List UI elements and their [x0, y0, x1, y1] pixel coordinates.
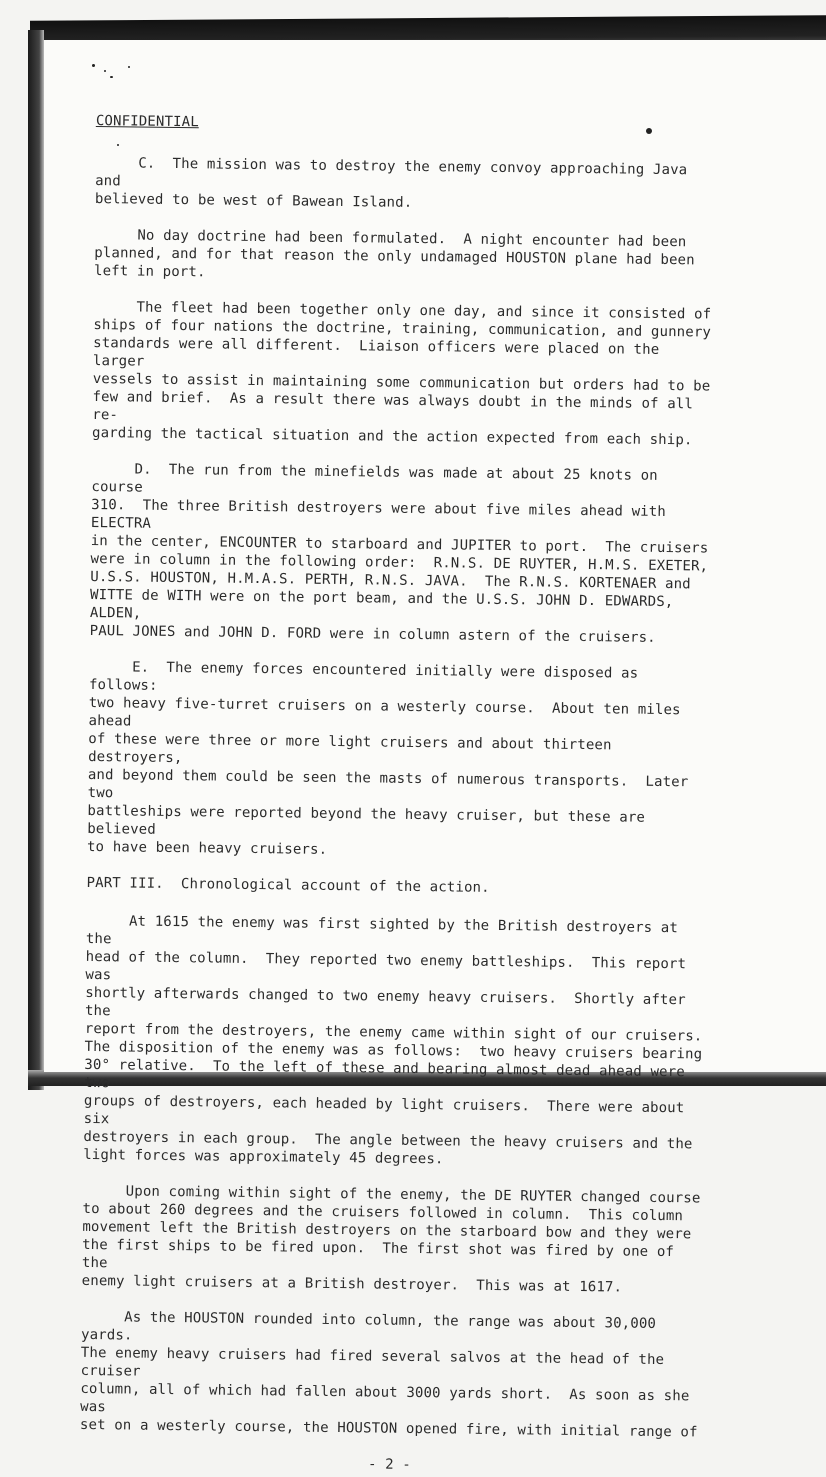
- paragraph-e-enemy-forces: E. The enemy forces encountered initially were disposed as follows: two heavy five-turret cruisers on a westerly course. About ten miles ahead of these were three or more light cruisers and about thirteen destroyers, and beyond them could be seen the masts of numerous transports. Later two battleships were reported beyond the heavy cruiser, but these are believed to have been heavy cruisers.: [86, 658, 698, 858]
- paragraph-day-doctrine: No day doctrine had been formulated. A night encounter had been planned, and for that reason the only undamaged HOUSTON plane had been left in port.: [93, 226, 695, 281]
- part-iii-heading: PART III. Chronological account of the action.: [86, 874, 490, 896]
- scan-border-left: [28, 30, 44, 1090]
- paragraph-fleet-together: The fleet had been together only one day, and since it consisted of ships of four nations the doctrine, training, communication, and gunnery standards were all different. Liaison officers were placed on the larger vessels to assist in maintaining some communication but orders had to be few and brief. As a result there was always doubt in the minds of all re- garding the tactical situation and the action expected from each ship.: [91, 298, 712, 449]
- page-number: - 2 -: [367, 1456, 412, 1473]
- document-text: [79, 112, 716, 1477]
- paragraph-d-run: D. The run from the minefields was made at about 25 knots on course 310. The three British destroyers were about five miles ahead with ELECTRA in the center, ENCOUNTER to starboard and JUPITER to port. The cruisers were in column in the following order: R.N.S. DE RUYTER, H.M.S. EXETER, U.S.S. HOUSTON, H.M.A.S. PERTH, R.N.S. JAVA. The R.N.S. KORTENAER and WITTE de WITH were on the port beam, and the U.S.S. JOHN D. EDWARDS, ALDEN, PAUL JONES and JOHN D. FORD were in column astern of the cruisers.: [89, 460, 709, 646]
- scan-speck: [110, 76, 113, 78]
- paragraph-c-mission: C. The mission was to destroy the enemy convoy approaching Java and believed to be west of Bawean Island.: [94, 154, 696, 211]
- scan-speck: [104, 70, 106, 72]
- confidential-header: CONFIDENTIAL: [95, 112, 199, 131]
- scan-speck: [92, 64, 95, 67]
- paragraph-houston-column: As the HOUSTON rounded into column, the range was about 30,000 yards. The enemy heavy cruisers had fired several salvos at the head of the cruiser column, all of which had fallen about 3000 yards short. As soon as she was set on a westerly course, the HOUSTON opened fire, with initial range of: [79, 1308, 699, 1441]
- paragraph-course-change: Upon coming within sight of the enemy, the DE RUYTER changed course to about 260 degrees and the cruisers followed in column. This column movement left the British destroyers on the starboard bow and they were the first ships to be fired upon. The first shot was fired by one of the enemy light cruisers at a British destroyer. This was at 1617.: [81, 1182, 701, 1296]
- paragraph-1615-sighting: At 1615 the enemy was first sighted by the British destroyers at the head of the column. They reported two enemy battleships. This report was shortly afterwards changed to two enemy heavy cruisers. Shortly after the report from the destroyers, the enemy came within sight of our cruisers. The disposition of the enemy was as follows: two heavy cruisers bearing 30° relative. To the left of these and bearing almost dead ahead were two groups of destroyers, each headed by light cruisers. There were about six destroyers in each group. The angle between the heavy cruisers and the light forces was approximately 45 degrees.: [83, 912, 703, 1168]
- scan-speck: [128, 66, 130, 68]
